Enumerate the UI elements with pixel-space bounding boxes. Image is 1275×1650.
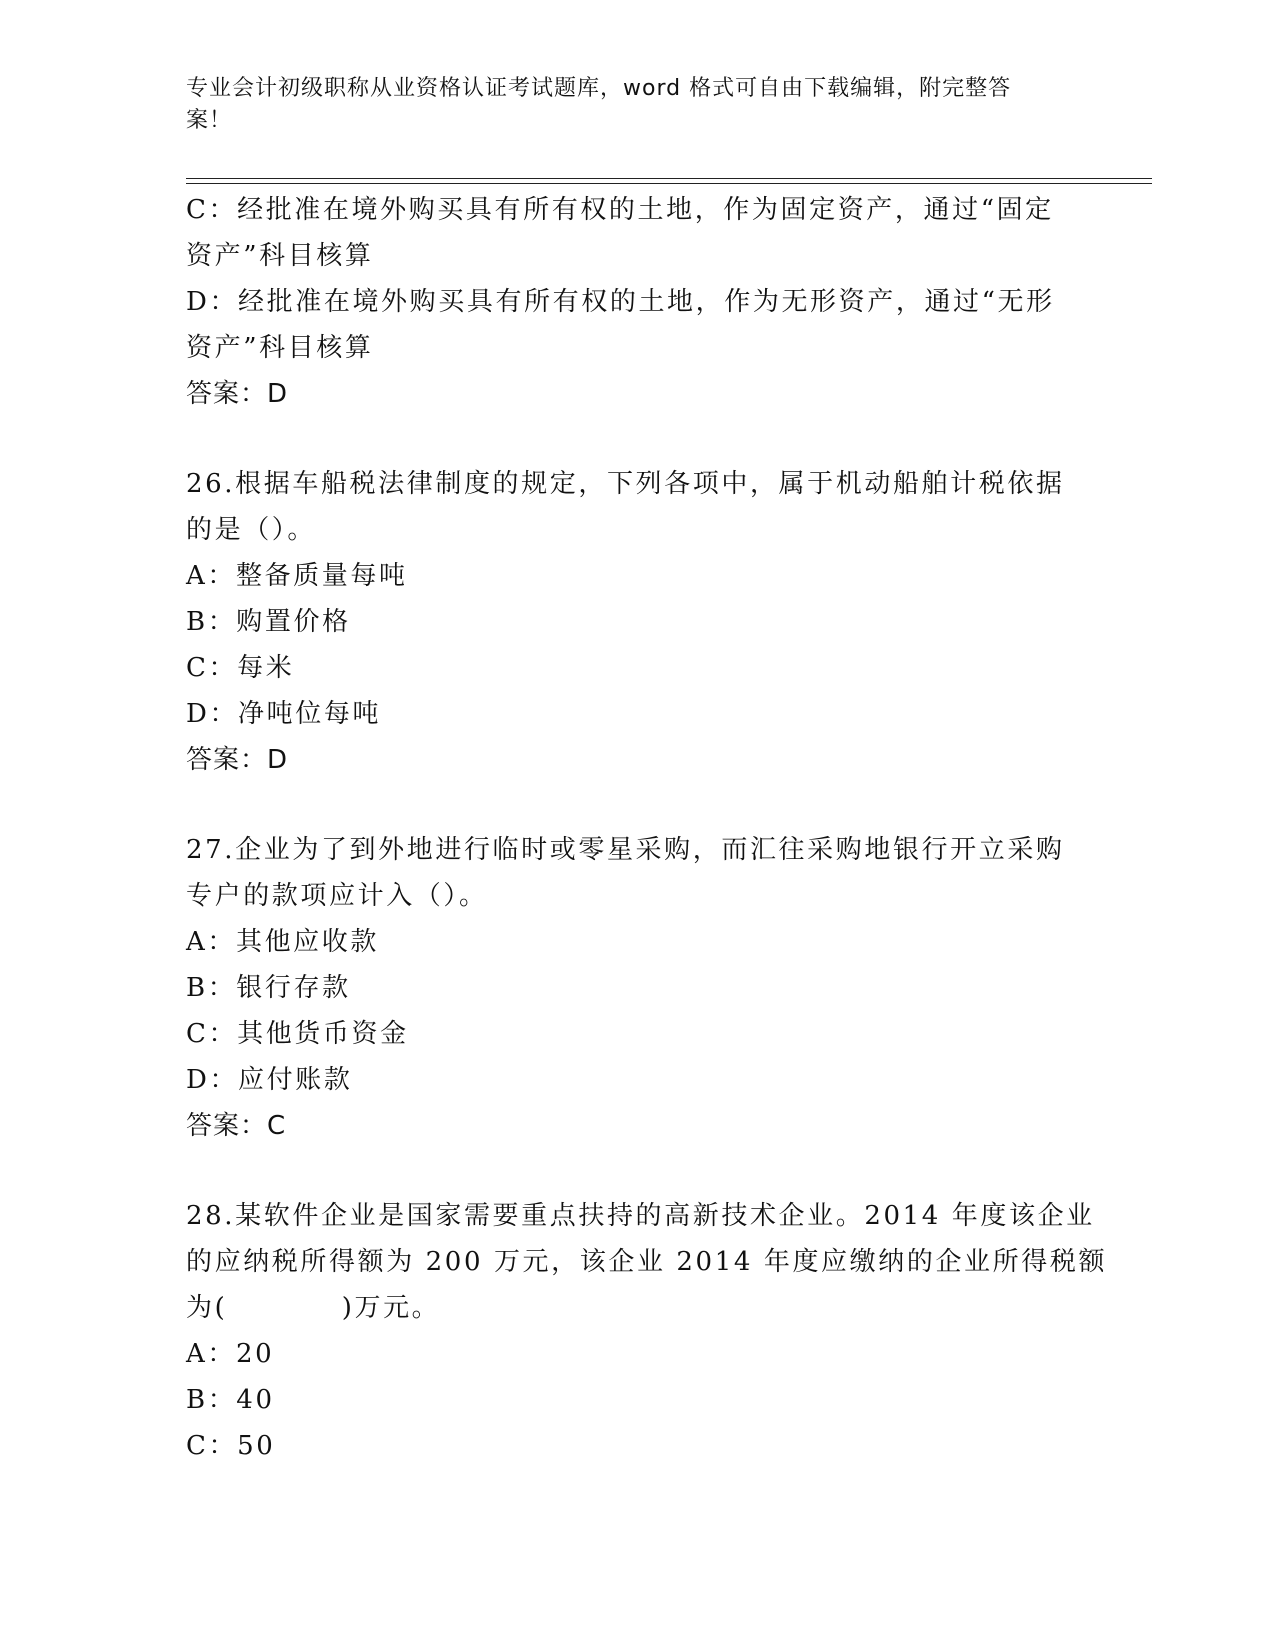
question-stem: 的应纳税所得额为 200 万元，该企业 2014 年度应缴纳的企业所得税额	[186, 1247, 1108, 1277]
question-26	[186, 461, 1086, 783]
prev-question	[186, 187, 1086, 417]
question-28	[186, 1193, 1108, 1469]
header-divider-top	[186, 178, 1152, 179]
option-text: D：经批准在境外购买具有所有权的土地，作为无形资产，通过“无形	[186, 287, 1055, 317]
option-text: 资产”科目核算	[186, 333, 374, 363]
answer-text: 答案：C	[186, 1111, 287, 1141]
option-b: B：40	[186, 1385, 275, 1415]
header-divider-bottom	[186, 183, 1152, 184]
question-stem: 27.企业为了到外地进行临时或零星采购，而汇往采购地银行开立采购	[186, 835, 1065, 865]
header-line: 专业会计初级职称从业资格认证考试题库，word 格式可自由下载编辑，附完整答	[186, 76, 1012, 101]
spacer	[186, 1149, 1086, 1193]
option-text: 资产”科目核算	[186, 241, 374, 271]
question-content	[186, 187, 1108, 1469]
question-stem: 为( )万元。	[186, 1293, 441, 1323]
option-a: A：其他应收款	[186, 927, 379, 957]
document-header	[186, 73, 1066, 137]
option-c: C：50	[186, 1431, 276, 1461]
option-c: C：每米	[186, 653, 295, 683]
option-b: B：银行存款	[186, 973, 351, 1003]
option-c: C：其他货币资金	[186, 1019, 409, 1049]
question-stem: 的是（）。	[186, 515, 317, 545]
option-d: D：应付账款	[186, 1065, 353, 1095]
spacer	[186, 417, 1086, 461]
option-a: A：20	[186, 1339, 275, 1369]
answer-text: 答案：D	[186, 379, 289, 409]
answer-text: 答案：D	[186, 745, 289, 775]
question-27	[186, 827, 1086, 1149]
spacer	[186, 783, 1086, 827]
option-a: A：整备质量每吨	[186, 561, 408, 591]
option-b: B：购置价格	[186, 607, 351, 637]
option-d: D：净吨位每吨	[186, 699, 382, 729]
question-stem: 28.某软件企业是国家需要重点扶持的高新技术企业。2014 年度该企业	[186, 1201, 1095, 1231]
header-line: 案！	[186, 108, 233, 133]
question-stem: 专户的款项应计入（）。	[186, 881, 488, 911]
option-text: C：经批准在境外购买具有所有权的土地，作为固定资产，通过“固定	[186, 195, 1054, 225]
question-stem: 26.根据车船税法律制度的规定，下列各项中，属于机动船舶计税依据	[186, 469, 1065, 499]
